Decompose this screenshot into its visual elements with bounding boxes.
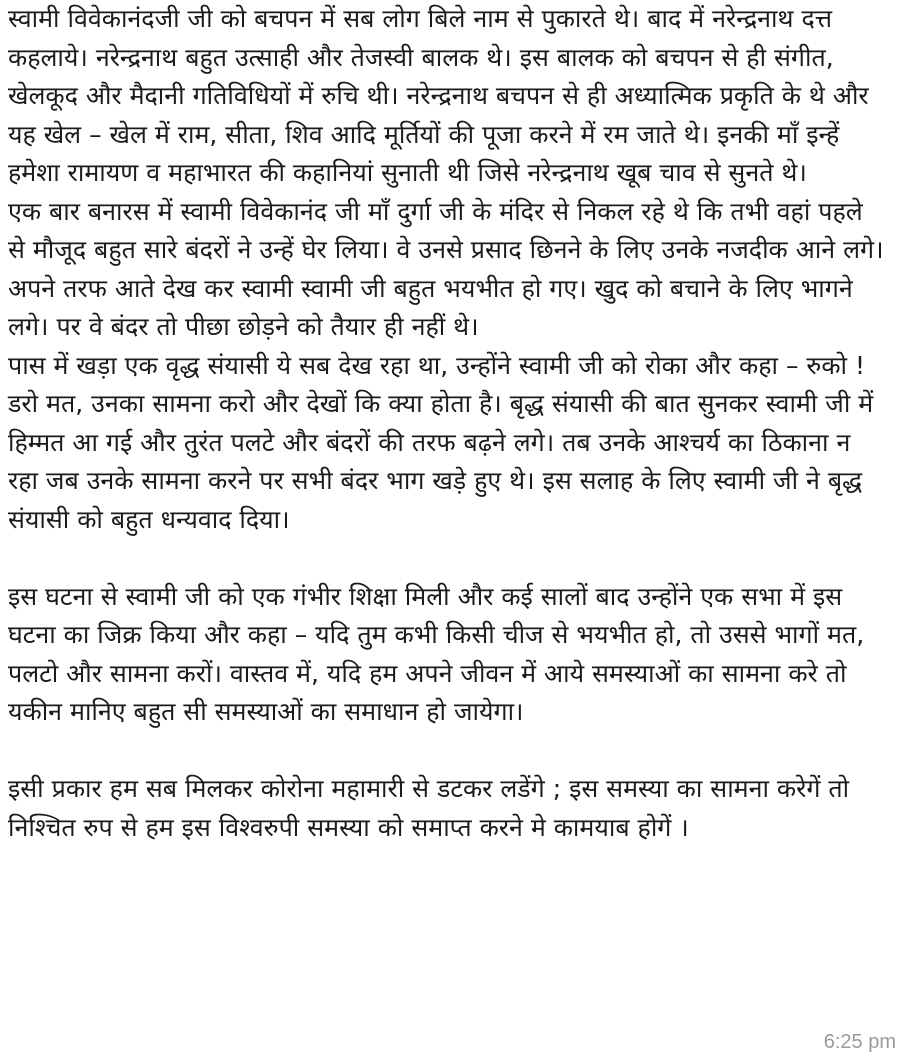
paragraph-spacer (8, 732, 886, 771)
paragraph-childhood: स्वामी विवेकानंदजी जी को बचपन में सब लोग बिले नाम से पुकारते थे। बाद में नरेन्द्रनाथ दत्त कहलाये। नरेन्द्रनाथ बहुत उत्साही और तेजस्वी बालक थे। इस बालक को बचपन से ही संगीत, खेलकूद और मैदानी गतिविधियों में रुचि थी। नरेन्द्रनाथ बचपन से ही अध्यात्मिक प्रकृति के थे और यह खेल – खेल में राम, सीता, शिव आदि मूर्तियों की पूजा करने में रम जाते थे। इनकी माँ इन्हें हमेशा रामायण व महाभारत की कहानियां सुनाती थी जिसे नरेन्द्रनाथ खूब चाव से सुनते थे। (8, 4, 869, 187)
paragraph-spacer (8, 539, 886, 578)
paragraph-corona: इसी प्रकार हम सब मिलकर कोरोना महामारी से डटकर लडेंगे ; इस समस्या का सामना करेगें तो निश्चित रुप से हम इस विश्वरुपी समस्या को समाप्त करने मे कामयाब होगें । (8, 774, 850, 842)
paragraph-lesson: इस घटना से स्वामी जी को एक गंभीर शिक्षा मिली और कई सालों बाद उन्होंने एक सभा में इस घटना का जिक्र किया और कहा – यदि तुम कभी किसी चीज से भयभीत हो, तो उससे भागों मत, पलटो और सामना करों। वास्तव में, यदि हम अपने जीवन में आये समस्याओं का सामना करे तो यकीन मानिए बहुत सी समस्याओं का समाधान हो जायेगा। (8, 581, 865, 726)
paragraph-old-sage: पास में खड़ा एक वृद्ध संयासी ये सब देख रहा था, उन्होंने स्वामी जी को रोका और कहा – रुको ! डरो मत, उनका सामना करो और देखों कि क्या होता है। बृद्ध संयासी की बात सुनकर स्वामी जी में हिम्मत आ गई और तुरंत पलटे और बंदरों की तरफ बढ़ने लगे। तब उनके आश्चर्य का ठिकाना न रहा जब उनके सामना करने पर सभी बंदर भाग खड़े हुए थे। इस सलाह के लिए स्वामी जी ने बृद्ध संयासी को बहुत धन्यवाद दिया। (8, 350, 874, 534)
message-timestamp: 6:25 pm (823, 1031, 896, 1053)
paragraph-monkeys: एक बार बनारस में स्वामी विवेकानंद जी माँ दुर्गा जी के मंदिर से निकल रहे थे कि तभी वहां पहले से मौजूद बहुत सारे बंदरों ने उन्हें घेर लिया। वे उनसे प्रसाद छिनने के लिए उनके नजदीक आने लगे। अपने तरफ आते देख कर स्वामी स्वामी जी बहुत भयभीत हो गए। खुद को बचाने के लिए भागने लगे। पर वे बंदर तो पीछा छोड़ने को तैयार ही नहीं थे। (8, 196, 884, 341)
message-text (8, 0, 886, 847)
